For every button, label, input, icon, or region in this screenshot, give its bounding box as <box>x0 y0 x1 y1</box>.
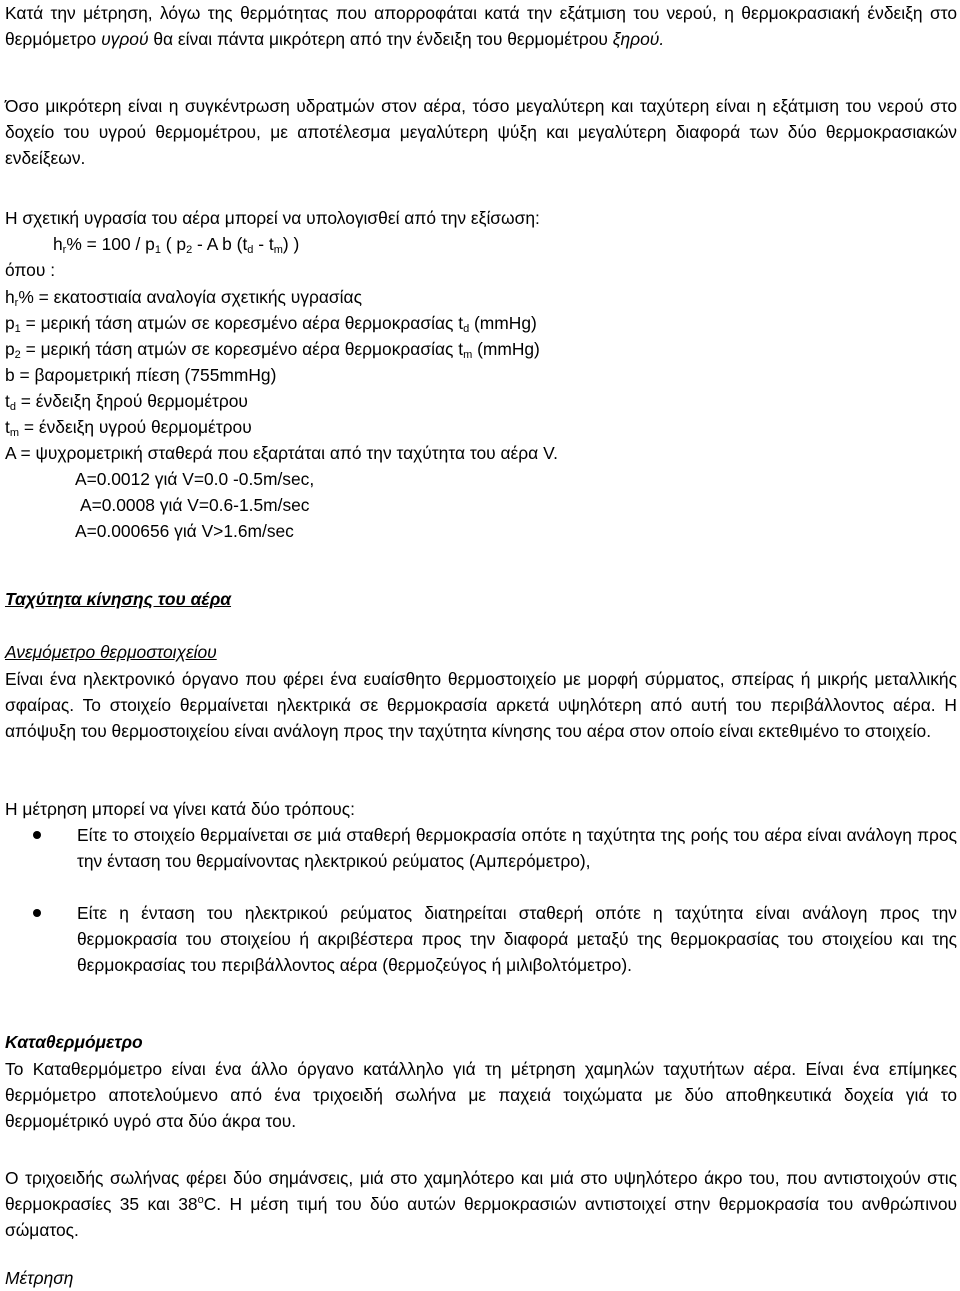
subheading-measurement: Μέτρηση <box>5 1268 74 1288</box>
paragraph-katathermometer: Το Καταθερμόμετρο είναι ένα άλλο όργανο κατάλληλο γιά τη μέτρηση χαμηλών ταχυτήτων αέρα. Είναι ένα επίμηκες θερμόμετρο αποτελούμενο από ένα τριχοειδή σωλήνα με παχειά τοιχώματα με δύο αποθηκευτικά δοχεία γιά το θερμομέτρικό υγρό στα δύο άκρα του. <box>5 1059 957 1131</box>
text-italic-wet: υγρού <box>101 29 149 49</box>
formula-where: όπου : <box>5 260 56 280</box>
def-td: $t_d = έ\nu\delta\varepsilon\iota\xi\eta$ ξηρού θερμομέτρου <box>5 391 248 413</box>
bullet-icon <box>33 909 41 917</box>
section-heading-air-velocity: Ταχύτητα κίνησης του αέρα <box>5 589 232 609</box>
paragraph-anemometer: Είναι ένα ηλεκτρονικό όργανο που φέρει ένα ευαίσθητο θερμοστοιχείο με μορφή σύρματος, σπείρας ή μικρής μεταλλικής σφαίρας. Το στοιχείο θερμαίνεται ηλεκτρικά σε θερμοκρασία αρκετά υψηλότερη από αυτή του περιβάλλοντος αέρα. Η απόψυξη του θερμοστοιχείου είναι ανάλογη προς την ταχύτητα κίνησης του αέρα στον οποίο είναι εκτεθιμένο το στοιχείο. <box>5 669 957 741</box>
list-item-text: Είτε το στοιχείο θερμαίνεται σε μιά σταθερή θερμοκρασία οπότε η ταχύτητα της ροής του αέρα είναι ανάλογη προς την ένταση του θερμαίνοντας ηλεκτρικού ρεύματος (Αμπερόμετρο), <box>77 825 957 871</box>
formula-equation: $h_r\% = 100 / p_1$ ( $p_2$ - A b $(t_d - t_m)$ ) <box>53 234 300 256</box>
def-A-value-3: A=0.000656 γιά V>1.6m/sec <box>75 521 294 541</box>
def-b: b = βαρομετρική πίεση (755mmHg) <box>5 365 277 385</box>
def-p2: $p_2 = \mu\varepsilon\rho\iota\kappa ή$ τάση ατμών σε κορεσμένο αέρα θερμοκρασίας $t_m$ (mmHg) <box>5 339 540 361</box>
def-A-value-2: A=0.0008 γιά V=0.6-1.5m/sec <box>80 495 310 515</box>
text-segment: θα είναι πάντα μικρότερη από την ένδειξη του θερμομέτρου <box>148 29 613 49</box>
def-A-value-1: A=0.0012 γιά V=0.0 -0.5m/sec, <box>75 469 315 489</box>
paragraph-wet-bulb <box>5 0 957 52</box>
bullet-icon <box>33 831 41 839</box>
def-tm: $t_m = έ\nu\delta\varepsilon\iota\xi\eta$ υγρού θερμομέτρου <box>5 417 252 439</box>
paragraph-evaporation: Όσο μικρότερη είναι η συγκέντρωση υδρατμών στον αέρα, τόσο μεγαλύτερη και ταχύτερη είναι η εξάτμιση του νερού στο δοχείο του υγρού θερμομέτρου, με αποτέλεσμα μεγαλύτερη ψύξη και μεγαλύτερη διαφορά των δύο θερμοκρασιακών ενδείξεων. <box>5 96 957 168</box>
paragraph-capillary: Ο τριχοειδής σωλήνας φέρει δύο σημάνσεις, μιά στο χαμηλότερο και μιά στο υψηλότερο άκρο του, που αντιστοιχούν στις θερμοκρασίες 35 και $38^oC$. Η μέση τιμή του δύο αυτών θερμοκρασιών αντιστοιχεί στην θερμοκρασία του ανθρώπινου σώματος. <box>5 1168 957 1240</box>
methods-intro: Η μέτρηση μπορεί να γίνει κατά δύο τρόπους: <box>5 799 355 819</box>
subheading-anemometer: Ανεμόμετρο θερμοστοιχείου <box>5 642 217 662</box>
subheading-katathermometer: Καταθερμόμετρο <box>5 1032 143 1052</box>
formula-intro: Η σχετική υγρασία του αέρα μπορεί να υπολογισθεί από την εξίσωση: <box>5 208 540 228</box>
def-p1: $p_1 = \mu\varepsilon\rho\iota\kappa ή$ τάση ατμών σε κορεσμένο αέρα θερμοκρασίας $t_d$ (mmHg) <box>5 313 537 335</box>
def-hr: $h_r\% = \varepsilon\kappa\alpha\tau o\sigma\tau\iota\alpha ί\alpha$ αναλογία σχετικής υγρασίας <box>5 287 362 309</box>
text-segment: Κατά την μέτρηση, λόγω της θερμότητας που απορροφάται κατά την εξάτμιση του νερού, η θερμοκρασιακή ένδειξη στο θερμόμετρο <box>5 3 957 49</box>
list-item-text: Είτε η ένταση του ηλεκτρικού ρεύματος διατηρείται σταθερή οπότε η ταχύτητα είναι ανάλογη προς την θερμοκρασία του στοιχείου ή ακριβέστερα προς την διαφορά μεταξύ της θερμοκρασίας του στοιχείου και της θερμοκρασίας του περιβάλλοντος αέρα (θερμοζεύγος ή μιλιβολτόμετρο). <box>77 903 957 975</box>
text-italic-dry: ξηρού. <box>612 29 665 49</box>
def-A: A = ψυχρομετρική σταθερά που εξαρτάται από την ταχύτητα του αέρα V. <box>5 443 558 463</box>
